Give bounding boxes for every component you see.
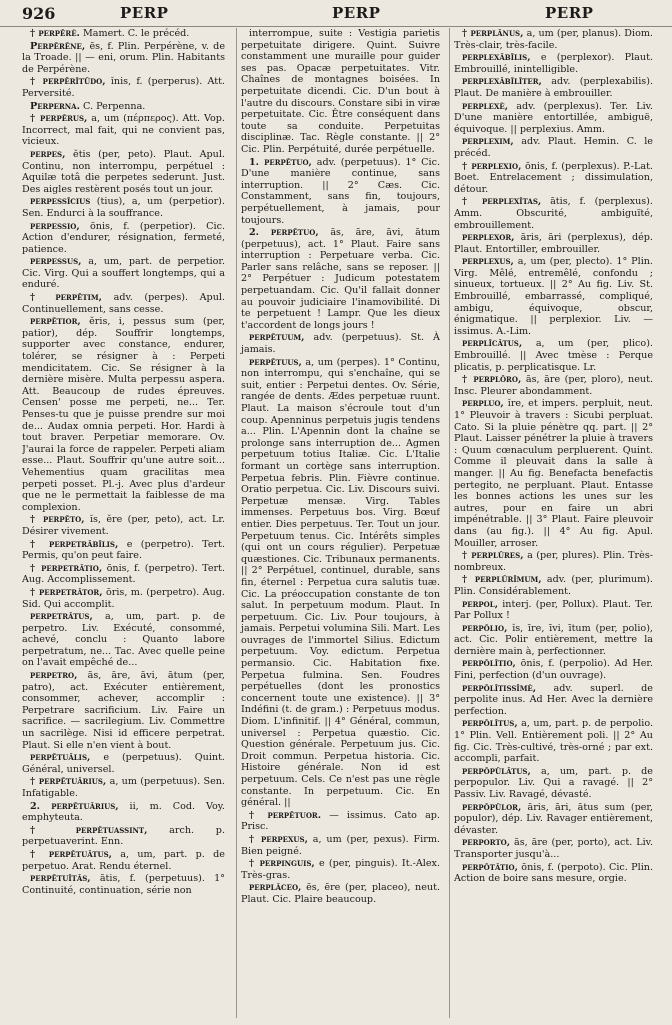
dictionary-entry xyxy=(22,221,225,256)
running-headword-center: PERP xyxy=(332,4,381,22)
dictionary-entry xyxy=(454,623,653,658)
entry-definition: ii, m. Cod. Voy. emphyteuta. xyxy=(22,800,225,824)
entry-definition: interrompue, suite : Vestigia parietis perpetuitate dirigere. Quint. Suivre constamment une muraille pour guider ses pas. Opacæ perpetuitates. Vitr. Chaînes de montagnes boisées. In perpetuitate dicendi. Cic. D'un bout à l'autre du discours. Constare sibi in viræ perpetuitate. Cic. Être conséquent dans toute sa conduite. Perpetuitas disciplinæ. Tac. Règle constante. || 2° Cic. Plin. Perpétuité, durée perpétuelle. xyxy=(241,28,440,155)
entry-definition: e (perplexor). Plaut. Embrouillé, inintelligible. xyxy=(454,52,653,75)
entry-headword: perpŏlītissĭmè, xyxy=(462,682,537,694)
dictionary-entry xyxy=(22,849,225,872)
entry-definition: ās, āre (per, ploro), neut. Insc. Pleurer abondamment. xyxy=(454,374,653,397)
running-headword-right: PERP xyxy=(545,4,594,22)
dictionary-entry xyxy=(22,752,225,775)
entry-headword: perpĕtior, xyxy=(30,316,81,328)
entry-headword: † perpinguis, xyxy=(249,858,315,870)
entry-headword: † perpĕto, xyxy=(30,514,85,526)
entry-definition: ĭnis, f. (perperus). Att. Perversité. xyxy=(22,76,225,99)
dictionary-entry xyxy=(22,101,225,113)
entry-definition: a, um (per, planus). Diom. Très-clair, très-facile. xyxy=(454,28,653,51)
entry-headword: perplĭcātus, xyxy=(462,338,523,350)
dictionary-entry xyxy=(22,873,225,896)
entry-definition: ēs, ēre (per, placeo), neut. Plaut. Cic. Plaire beaucoup. xyxy=(241,882,440,905)
entry-headword: † perpĕtuātus, xyxy=(30,848,112,860)
dictionary-entry xyxy=(454,256,653,337)
entry-headword: perplexè, xyxy=(462,100,509,112)
dictionary-entry xyxy=(22,514,225,537)
dictionary-entry xyxy=(22,670,225,751)
dictionary-entry xyxy=(22,316,225,513)
entry-definition: ēs, f. Plin. Perpérène, v. de la Troade. || — eni, orum. Plin. Habitants de Perpérène. xyxy=(22,40,225,75)
entry-definition: ās, āre, āvi, ātum (per, patro), act. Exécuter entièrement, consommer, achever, accomplir : Perpetrare sacrificium. Liv. Faire un sacrifice. — sacrilegium. Liv. Commettre un sacrilège. Nisi id efficere perpetrat. Plaut. Si elle n'en vient à bout. xyxy=(22,670,225,751)
dictionary-entry xyxy=(454,683,653,718)
dictionary-entry xyxy=(241,28,440,156)
entry-headword: 2. perpĕtuo, xyxy=(249,227,319,239)
entry-definition: a, um (perpes). 1° Continu, non interrompu, qui s'enchaîne, qui se suit, entier : Perpetui dentes. Ov. Série, rangée de dents. Ædes perpetuæ ruunt. Plaut. La maison s'écroule tout d'un coup. Apenninus perpetuis jugis tendens a... Plin. L'Apennin dont la chaîne se prolonge sans interruption de... Agmen perpetuum totius Italiæ. Cic. L'Italie formant un cortège sans interruption. Perpetua febris. Plin. Fièvre continue. Oratio perpetua. Cic. Liv. Discours suivi. Perpetuæ mensæ. Virg. Tables immenses. Perpetuus bos. Virg. Bœuf entier. Dies perpetuus. Ter. Tout un jour. Perpetuum tenus. Cic. Intérêts simples (qui ont un cours régulier). Perpetuæ quæstiones. Cic. Tribunaux permanents. || 2° Perpétuel, continuel, durable, sans fin, éternel : Perpetua cura salutis tuæ. Cic. La préoccupation constante de ton salut. In perpetuum modum. Plaut. In perpetuum. Cic. Liv. Pour toujours, à jamais. Perpetui volumina Sili. Mart. Les ouvrages de l'immortel Silius. Edictum perpetuum. Voy. edictum. Perpetua permansio. Cic. Habitation fixe. Perpetua fulmina. Sen. Foudres perpétuelles (dont les pronostics concernent toute une existence). || 3° Indéfini (t. de gram.) : Perpetuus modus. Diom. L'infinitif. || 4° Général, commun, universel : Perpetua quæstio. Cic. Question générale. Perpetuum jus. Cic. Droit commun. Perpetua historia. Cic. Histoire générale. Non id est perpetuum. Cels. Ce n'est pas une règle constante. In perpetuum. Cic. En général. || xyxy=(241,356,440,809)
entry-headword: perpĕtuĭtās, xyxy=(30,873,91,885)
dictionary-entry xyxy=(454,766,653,801)
entry-headword: perpŏlio, xyxy=(462,622,508,634)
entry-headword: † perpĕtuor. xyxy=(249,809,322,821)
entry-headword: perpĕtuālis, xyxy=(30,752,91,764)
running-headword-left: PERP xyxy=(120,4,169,22)
entry-definition: ās, āre, āvi, ātum (perpetuus), act. 1° Plaut. Faire sans interruption : Perpetuare verba. Cic. Parler sans relâche, sans se reposer. || 2° Perpétuer : Judicum potestatem perpetuandam. Cic. Qu'il fallait donner au pouvoir judiciaire l'inamovibilité. Di te perpetuent ! Lampr. Que les dieux t'accordent de longs jours ! xyxy=(241,227,440,331)
entry-headword: perpĕtuum, xyxy=(249,332,305,344)
entry-definition: a (per, plures). Plin. Très-nombreux. xyxy=(454,550,653,573)
text-column-middle xyxy=(236,28,440,1018)
dictionary-entry xyxy=(454,862,653,885)
entry-definition: e (per, pinguis). It.-Alex. Très-gras. xyxy=(241,858,440,881)
entry-definition: āris, āri, ātus sum (per, populor), dép. Liv. Ravager entièrement, dévaster. xyxy=(454,801,653,836)
entry-headword: perpŏpŭlātus, xyxy=(462,765,531,777)
entry-headword: perpol, xyxy=(462,598,499,610)
dictionary-entry xyxy=(22,611,225,669)
entry-headword: perpessio, xyxy=(30,220,80,232)
entry-definition: ātis, f. (perplexus). Amm. Obscurité, ambiguïté, embrouillement. xyxy=(454,196,653,231)
entry-headword: † perpetrābĭlis, xyxy=(30,538,119,550)
entry-headword: † perpexus, xyxy=(249,833,308,845)
entry-headword: perplexus, xyxy=(462,256,514,268)
entry-headword: perpessus, xyxy=(30,256,82,268)
entry-headword: perpĕtuus, xyxy=(249,356,302,368)
entry-headword: perpluo, xyxy=(462,398,504,410)
entry-headword: 2. perpĕtuārius, xyxy=(30,800,119,812)
dictionary-entry xyxy=(454,550,653,573)
entry-definition: ĭs, ĕre (per, peto), act. Lr. Désirer vivement. xyxy=(22,514,225,537)
entry-definition: adv. (per, plurimum). Plin. Considérablement. xyxy=(454,574,653,597)
entry-headword: perplexābĭlĭter, xyxy=(462,76,542,88)
dictionary-entry xyxy=(22,776,225,799)
entry-definition: ās, āre (per, porto), act. Liv. Transporter jusqu'à... xyxy=(454,837,653,860)
dictionary-entry xyxy=(22,292,225,315)
dictionary-entry xyxy=(454,232,653,255)
entry-definition: a, um (per, plecto). 1° Plin. Virg. Mêlé, entremêlé, confondu ; sinueux, tortueux. || 2° Au fig. Liv. St. Embrouillé, embarrassé, compliqué, ambigu, équivoque, obscur, énigmatique. || perplexior. Liv. — issimus. A.-Lim. xyxy=(454,256,653,337)
entry-definition: e (perpetro). Tert. Permis, qu'on peut faire. xyxy=(22,538,225,562)
entry-headword: perpŏlītio, xyxy=(462,658,516,670)
entry-headword: † perplūres, xyxy=(462,550,524,562)
entry-headword: † perpĕtuassint, xyxy=(30,824,148,836)
entry-definition: adv. (perpetuus). St. À jamais. xyxy=(241,332,440,356)
dictionary-entry xyxy=(22,539,225,562)
dictionary-entry xyxy=(22,41,225,76)
dictionary-entry xyxy=(241,882,440,905)
dictionary-entry xyxy=(241,357,440,809)
dictionary-entry xyxy=(241,834,440,857)
entry-headword: perplexor, xyxy=(462,232,515,244)
dictionary-entry xyxy=(454,374,653,397)
entry-definition: a, um, part. p. de perpetuo. Arat. Rendu éternel. xyxy=(22,848,225,872)
entry-headword: perpŏpŭlor, xyxy=(462,801,522,813)
entry-headword: Perperna. xyxy=(30,100,80,112)
entry-definition: āris, āri (perplexus), dép. Plaut. Entortiller, embrouiller. xyxy=(454,232,653,255)
dictionary-entry xyxy=(454,196,653,231)
text-column-left xyxy=(22,28,225,1018)
dictionary-entry xyxy=(241,332,440,355)
dictionary-entry xyxy=(22,28,225,40)
dictionary-entry xyxy=(454,658,653,681)
entry-headword: † perplōro, xyxy=(462,374,522,386)
dictionary-entry xyxy=(454,161,653,196)
entry-definition: adv. Plaut. Hemin. C. le précéd. xyxy=(454,136,653,159)
dictionary-entry xyxy=(454,52,653,75)
dictionary-entry xyxy=(22,149,225,195)
entry-definition: a, um, part. de perpetior. Cic. Virg. Qui a souffert longtemps, qui a enduré. xyxy=(22,256,225,291)
dictionary-entry xyxy=(22,256,225,291)
dictionary-entry xyxy=(454,28,653,51)
dictionary-entry xyxy=(22,113,225,148)
entry-definition: ĕris, i, pessus sum (per, patior), dép. Souffrir longtemps, supporter avec constance, endurer, tolérer, se résigner à : Perpeti mendicitatem. Cic. Se résigner à la dernière misère. Multa perpessu aspera. Att. Beaucoup de rudes épreuves. Censen' posse me perpeti, ne... Ter. Penses-tu que je puisse prendre sur moi de... Audax omnia perpeti. Hor. Hardi à tout braver. Perpetiar memorare. Ov. J'aurai la force de rappeler. Perpeti aliam esse... Plaut. Souffrir qu'une autre soit... Vehementius quam gracilitas mea perpeti posset. Pl.-j. Avec plus d'ardeur que ne le permettait la faiblesse de ma complexion. xyxy=(22,316,225,513)
dictionary-entry xyxy=(454,574,653,597)
entry-headword: 1. perpĕtuo, xyxy=(249,156,312,168)
entry-headword: † perplānus, xyxy=(462,28,524,39)
entry-definition: adv. superl. de perpolite inus. Ad Her. Avec la dernière perfection. xyxy=(454,682,653,717)
entry-definition: adv. (perplexabilis). Plaut. De manière à embrouiller. xyxy=(454,76,653,99)
entry-definition: ĭre, et impers. perpluit, neut. 1° Pleuvoir à travers : Sicubi perpluat. Cato. Si la pluie pénètre qq. part. || 2° Plaut. Laisser pénétrer la pluie à travers : Quum cœnaculum perpluerent. Quint. Comme il pleuvait dans la salle à manger. || Au fig. Benefacta benefactis pertegito, ne perpluant. Plaut. Entasse les bonnes actions les unes sur les autres, pour en faire un abri impénétrable. || 3° Plaut. Faire pleuvoir dans (au fig.). || 4° Au fig. Apul. Mouiller, arroser. xyxy=(454,398,653,549)
entry-definition: a, um (perpetuus). Sen. Infatigable. xyxy=(22,776,225,799)
dictionary-entry xyxy=(454,837,653,860)
entry-definition: ōnis, f. (perpetro). Tert. Aug. Accomplissement. xyxy=(22,562,225,586)
entry-headword: perporto, xyxy=(462,837,511,849)
entry-definition: ātis, f. (perpetuus). 1° Continuité, continuation, série non xyxy=(22,873,225,896)
dictionary-entry xyxy=(454,398,653,549)
entry-definition: — issimus. Cato ap. Prisc. xyxy=(241,809,440,833)
dictionary-entry xyxy=(241,810,440,833)
dictionary-entry xyxy=(454,101,653,136)
entry-headword: perplăceo, xyxy=(249,882,302,894)
entry-definition: a, um, part. p. de perpetro. Liv. Exécuté, consommé, achevé, conclu : Quanto labore perpetratum, ne... Tac. Avec quelle peine on l'avait empêché de... xyxy=(22,611,225,669)
entry-headword: † perplexĭtas, xyxy=(462,196,542,208)
entry-definition: a, um, part. p. de perpopulor. Liv. Qui a ravagé. || 2° Passiv. Liv. Ravagé, dévasté. xyxy=(454,765,653,800)
entry-headword: † perplexio, xyxy=(462,160,522,172)
text-column-right xyxy=(449,28,653,1018)
dictionary-entry xyxy=(22,801,225,824)
entry-headword: perpes, xyxy=(30,148,66,160)
page-number: 926 xyxy=(22,4,56,23)
entry-headword: perplexābĭlis, xyxy=(462,52,531,64)
entry-headword: † perpetrātio, xyxy=(30,562,103,574)
entry-definition: ĕtis (per, peto). Plaut. Apul. Continu, non interrompu, perpétuel : Aquilæ totâ die perpetes sederunt. Just. Des aigles restèrent posés tout un jour. xyxy=(22,148,225,195)
dictionary-entry xyxy=(22,587,225,610)
entry-headword: Perpĕrēne, xyxy=(30,40,86,52)
entry-definition: ĭs, īre, īvi, ītum (per, polio), act. Cic. Polir entièrement, mettre la dernière main à, perfectionner. xyxy=(454,622,653,657)
entry-definition: ōris, m. (perpetro). Aug. Sid. Qui accomplit. xyxy=(22,586,225,610)
entry-headword: † perpĕrè. xyxy=(30,28,80,39)
entry-headword: perpetrātus, xyxy=(30,611,93,623)
page-header xyxy=(0,0,672,27)
dictionary-entry xyxy=(22,196,225,219)
entry-definition: a, um (per, pexus). Firm. Bien peigné. xyxy=(241,833,440,857)
entry-headword: perplexim, xyxy=(462,136,514,148)
entry-headword: perpōtātio, xyxy=(462,861,518,873)
dictionary-entry xyxy=(241,858,440,881)
entry-headword: † perplūrĭmum, xyxy=(462,574,542,586)
entry-headword: † perpetrātor, xyxy=(30,586,103,598)
entry-definition: ōnis, f. (perplexus). P.-Lat. Boet. Entrelacement ; dissimulation, détour. xyxy=(454,160,653,195)
entry-definition: a, um (per, plico). Embrouillé. || Avec tmèse : Perque plicatis, p. perplicatisque. Lr. xyxy=(454,338,653,373)
entry-headword: perpŏlītus, xyxy=(462,718,518,730)
entry-headword: perpetro, xyxy=(30,670,78,682)
entry-headword: perpessĭcius xyxy=(30,196,91,208)
dictionary-entry xyxy=(454,599,653,622)
dictionary-entry xyxy=(454,338,653,373)
dictionary-entry xyxy=(454,802,653,837)
entry-definition: a, um (πέρπερος). Att. Vop. Incorrect, mal fait, qui ne convient pas, vicieux. xyxy=(22,113,225,148)
entry-definition: ōnis, f. (perpolio). Ad Her. Fini, perfection (d'un ouvrage). xyxy=(454,658,653,682)
entry-definition: ōnis, f. (perpetior). Cic. Action d'endurer, résignation, fermeté, patience. xyxy=(22,220,225,255)
entry-definition: Mamert. C. le précéd. xyxy=(82,28,190,39)
entry-definition: e (perpetuus). Quint. Général, universel. xyxy=(22,752,225,775)
dictionary-entry xyxy=(241,227,440,331)
entry-definition: adv. (perpes). Apul. Continuellement, sans cesse. xyxy=(22,292,225,315)
dictionary-entry xyxy=(22,825,225,848)
entry-definition: (tius), a, um (perpetior). Sen. Endurci à la souffrance. xyxy=(22,196,225,219)
entry-definition: arch. p. perpetuaverint. Enn. xyxy=(22,824,225,848)
dictionary-entry xyxy=(22,76,225,99)
entry-definition: adv. (perpetuus). 1° Cic. D'une manière continue, sans interruption. || 2° Cæs. Cic. Constamment, sans fin, toujours, perpétuellement, à jamais, pour toujours. xyxy=(241,156,440,226)
entry-definition: a, um, part. p. de perpolio. 1° Plin. Vell. Entièrement poli. || 2° Au fig. Cic. Très-cultivé, très-orné ; par ext. accompli, parfait. xyxy=(454,718,653,765)
entry-headword: † perpĕrus, xyxy=(30,113,88,125)
entry-definition: adv. (perplexus). Ter. Liv. D'une manière entortillée, ambiguë, équivoque. || perplexius. Amm. xyxy=(454,100,653,135)
entry-definition: C. Perpenna. xyxy=(83,100,146,112)
entry-headword: † perpĕrĭtūdo, xyxy=(30,76,106,88)
dictionary-entry xyxy=(454,718,653,764)
dictionary-entry xyxy=(22,563,225,586)
dictionary-entry xyxy=(454,136,653,159)
entry-definition: ōnis, f. (perpoto). Cic. Plin. Action de boire sans mesure, orgie. xyxy=(454,861,653,885)
entry-headword: † perpĕtim, xyxy=(30,292,103,304)
entry-headword: † perpĕtuārius, xyxy=(30,776,107,788)
entry-definition: interj. (per, Pollux). Plaut. Ter. Par Pollux ! xyxy=(454,598,653,622)
dictionary-entry xyxy=(241,157,440,227)
dictionary-entry xyxy=(454,76,653,99)
